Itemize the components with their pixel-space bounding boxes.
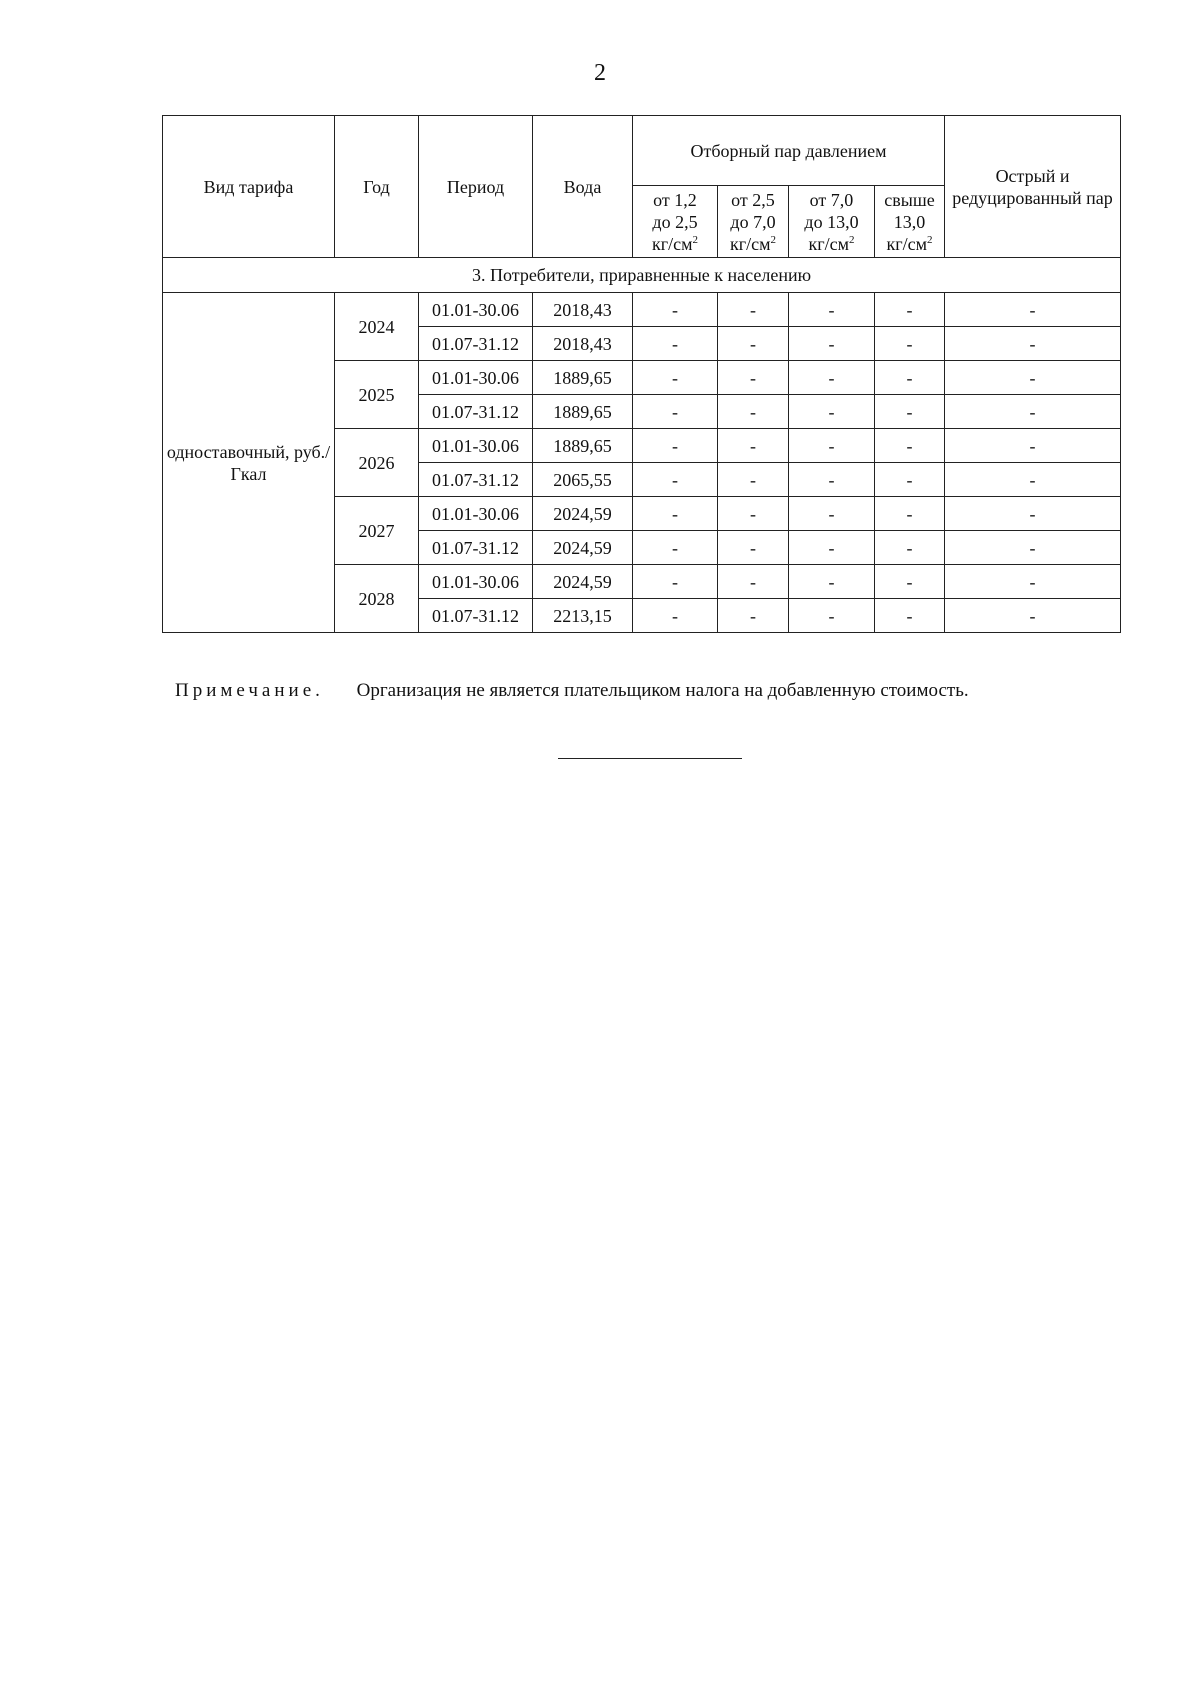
pressure-1-cell: - xyxy=(633,599,718,633)
header-tariff-type: Вид тарифа xyxy=(163,116,335,258)
period-cell: 01.01-30.06 xyxy=(419,293,533,327)
pressure-3-cell: - xyxy=(789,327,875,361)
period-cell: 01.01-30.06 xyxy=(419,497,533,531)
note xyxy=(175,680,969,702)
pressure-4-cell: - xyxy=(875,463,945,497)
pressure-1-cell: - xyxy=(633,361,718,395)
pressure-1-cell: - xyxy=(633,327,718,361)
pressure-1-cell: - xyxy=(633,395,718,429)
header-pressure-2: от 2,5 до 7,0 $кг/см^2$ xyxy=(718,186,789,258)
period-cell: 01.01-30.06 xyxy=(419,565,533,599)
header-pressure-1: от 1,2 до 2,5 $кг/см^2$ xyxy=(633,186,718,258)
pressure-4-cell: - xyxy=(875,429,945,463)
sharp-steam-cell: - xyxy=(945,429,1121,463)
sharp-steam-cell: - xyxy=(945,497,1121,531)
pressure-3-cell: - xyxy=(789,395,875,429)
water-cell: 2213,15 xyxy=(533,599,633,633)
note-text: Организация не является плательщиком налога на добавленную стоимость. xyxy=(356,680,969,701)
pressure-4-cell: - xyxy=(875,327,945,361)
water-cell: 2024,59 xyxy=(533,531,633,565)
pressure-4-cell: - xyxy=(875,497,945,531)
page-number: 2 xyxy=(594,60,606,86)
water-cell: 2024,59 xyxy=(533,497,633,531)
pressure-3-cell: - xyxy=(789,361,875,395)
water-cell: 2065,55 xyxy=(533,463,633,497)
sharp-steam-cell: - xyxy=(945,599,1121,633)
pressure-2-cell: - xyxy=(718,327,789,361)
period-cell: 01.07-31.12 xyxy=(419,531,533,565)
pressure-2-cell: - xyxy=(718,497,789,531)
water-cell: 1889,65 xyxy=(533,395,633,429)
pressure-4-cell: - xyxy=(875,531,945,565)
sharp-steam-cell: - xyxy=(945,327,1121,361)
header-period: Период xyxy=(419,116,533,258)
sharp-steam-cell: - xyxy=(945,395,1121,429)
pressure-2-cell: - xyxy=(718,531,789,565)
pressure-1-cell: - xyxy=(633,293,718,327)
sharp-steam-cell: - xyxy=(945,361,1121,395)
pressure-3-cell: - xyxy=(789,565,875,599)
pressure-3-cell: - xyxy=(789,293,875,327)
pressure-3-cell: - xyxy=(789,531,875,565)
year-cell: 2026 xyxy=(335,429,419,497)
tariff-type-cell: одноставочный, руб./Гкал xyxy=(163,293,335,633)
pressure-2-cell: - xyxy=(718,463,789,497)
header-pressure-4: свыше 13,0 $кг/см^2$ xyxy=(875,186,945,258)
year-cell: 2025 xyxy=(335,361,419,429)
pressure-2-cell: - xyxy=(718,565,789,599)
period-cell: 01.07-31.12 xyxy=(419,395,533,429)
period-cell: 01.01-30.06 xyxy=(419,429,533,463)
period-cell: 01.07-31.12 xyxy=(419,599,533,633)
section-title: 3. Потребители, приравненные к населению xyxy=(163,258,1121,293)
period-cell: 01.01-30.06 xyxy=(419,361,533,395)
pressure-1-cell: - xyxy=(633,429,718,463)
pressure-4-cell: - xyxy=(875,361,945,395)
pressure-1-cell: - xyxy=(633,531,718,565)
year-cell: 2024 xyxy=(335,293,419,361)
pressure-3-cell: - xyxy=(789,463,875,497)
pressure-4-cell: - xyxy=(875,293,945,327)
header-sharp-steam: Острый и редуцированный пар xyxy=(945,116,1121,258)
pressure-2-cell: - xyxy=(718,293,789,327)
pressure-1-cell: - xyxy=(633,565,718,599)
pressure-1-cell: - xyxy=(633,463,718,497)
pressure-2-cell: - xyxy=(718,361,789,395)
water-cell: 1889,65 xyxy=(533,429,633,463)
sharp-steam-cell: - xyxy=(945,531,1121,565)
water-cell: 2024,59 xyxy=(533,565,633,599)
table-row xyxy=(163,293,1121,327)
end-divider xyxy=(558,758,742,759)
pressure-2-cell: - xyxy=(718,429,789,463)
tariff-table xyxy=(162,115,1121,633)
water-cell: 1889,65 xyxy=(533,361,633,395)
pressure-4-cell: - xyxy=(875,599,945,633)
water-cell: 2018,43 xyxy=(533,293,633,327)
period-cell: 01.07-31.12 xyxy=(419,463,533,497)
header-pressure-3: от 7,0 до 13,0 $кг/см^2$ xyxy=(789,186,875,258)
header-water: Вода xyxy=(533,116,633,258)
pressure-4-cell: - xyxy=(875,395,945,429)
pressure-2-cell: - xyxy=(718,395,789,429)
pressure-3-cell: - xyxy=(789,429,875,463)
pressure-4-cell: - xyxy=(875,565,945,599)
year-cell: 2028 xyxy=(335,565,419,633)
year-cell: 2027 xyxy=(335,497,419,565)
pressure-3-cell: - xyxy=(789,497,875,531)
header-extracted-steam: Отборный пар давлением xyxy=(633,116,945,186)
sharp-steam-cell: - xyxy=(945,463,1121,497)
note-label: Примечание. xyxy=(175,680,324,701)
header-year: Год xyxy=(335,116,419,258)
pressure-3-cell: - xyxy=(789,599,875,633)
period-cell: 01.07-31.12 xyxy=(419,327,533,361)
water-cell: 2018,43 xyxy=(533,327,633,361)
pressure-2-cell: - xyxy=(718,599,789,633)
sharp-steam-cell: - xyxy=(945,293,1121,327)
sharp-steam-cell: - xyxy=(945,565,1121,599)
pressure-1-cell: - xyxy=(633,497,718,531)
